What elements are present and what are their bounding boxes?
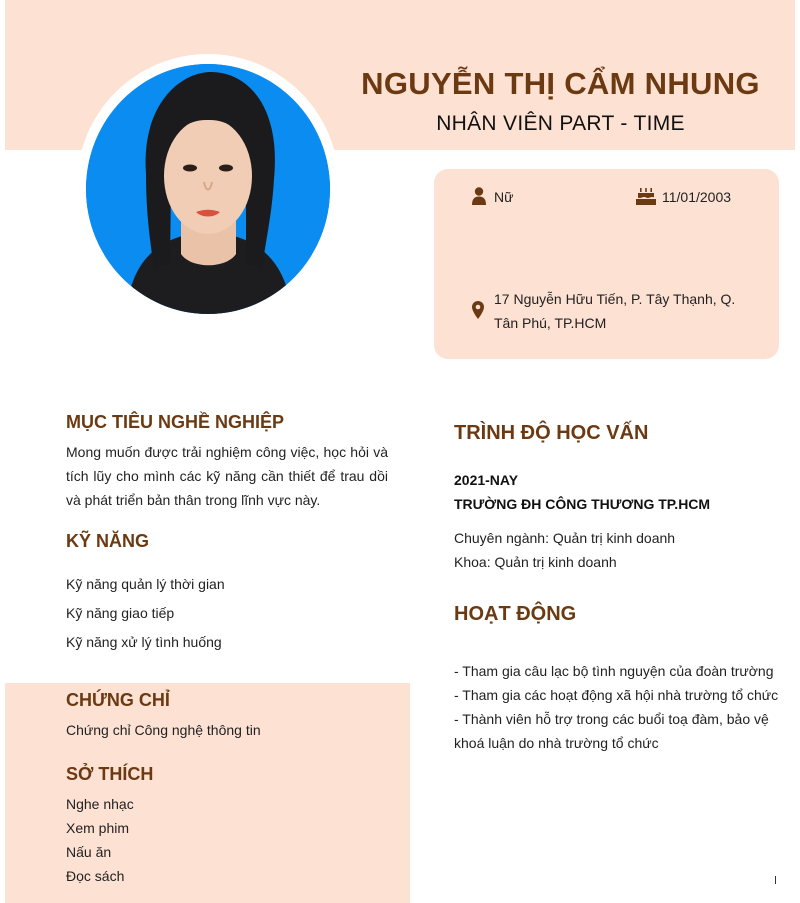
list-item: Chứng chỉ Công nghệ thông tin: [66, 722, 261, 738]
address-info: [472, 287, 762, 337]
education-faculty: Khoa: Quản trị kinh doanh: [454, 554, 617, 570]
list-item: - Thành viên hỗ trợ trong các buổi toạ đàm, bảo vệ khoá luận do nhà trường tổ chức: [454, 711, 769, 751]
list-item: Kỹ năng quản lý thời gian: [66, 576, 225, 592]
address-value: 17 Nguyễn Hữu Tiến, P. Tây Thạnh, Q. Tân Phú, TP.HCM: [494, 291, 736, 331]
education-title: TRÌNH ĐỘ HỌC VẤN: [454, 422, 649, 444]
birthday-value: 11/01/2003: [662, 189, 732, 205]
activities-title: HOẠT ĐỘNG: [454, 603, 577, 625]
education-major: Chuyên ngành: Quản trị kinh doanh: [454, 530, 676, 546]
hobbies-title: SỞ THÍCH: [66, 764, 154, 784]
user-icon: [472, 187, 490, 207]
list-item: - Tham gia câu lạc bộ tình nguyện của đoàn trường: [454, 663, 774, 679]
candidate-name: NGUYỄN THỊ CẨM NHUNG: [361, 66, 760, 101]
birthday-cake-icon: [636, 187, 654, 207]
list-item: Nghe nhạc: [66, 796, 134, 812]
list-item: Đọc sách: [66, 868, 125, 884]
text-cursor: [775, 876, 776, 884]
activities-list: [454, 659, 779, 755]
skills-list: [66, 570, 225, 657]
objective-text: Mong muốn được trải nghiệm công việc, học hỏi và tích lũy cho mình các kỹ năng cần thiết để trau dồi và phát triển bản thân trong lĩnh vực này.: [66, 444, 388, 508]
objective-title: MỤC TIÊU NGHỀ NGHIỆP: [66, 412, 285, 432]
list-item: Kỹ năng giao tiếp: [66, 605, 175, 621]
list-item: Nấu ăn: [66, 844, 112, 860]
list-item: Kỹ năng xử lý tình huống: [66, 634, 222, 650]
map-marker-icon: [472, 301, 490, 321]
list-item: Xem phim: [66, 820, 130, 836]
skills-title: KỸ NĂNG: [66, 531, 150, 551]
profile-photo: [86, 64, 330, 314]
hobbies-list: [66, 792, 134, 888]
list-item: - Tham gia các hoạt động xã hội nhà trường tổ chức: [454, 687, 779, 703]
birthday-info: [636, 185, 776, 209]
gender-info: [472, 185, 592, 209]
certificates-title: CHỨNG CHỈ: [66, 690, 170, 710]
gender-value: Nữ: [494, 189, 514, 205]
education-period: 2021-NAY: [454, 472, 519, 488]
job-title: NHÂN VIÊN PART - TIME: [436, 112, 685, 135]
certificates-list: [66, 718, 261, 742]
education-school: TRƯỜNG ĐH CÔNG THƯƠNG TP.HCM: [454, 496, 711, 512]
